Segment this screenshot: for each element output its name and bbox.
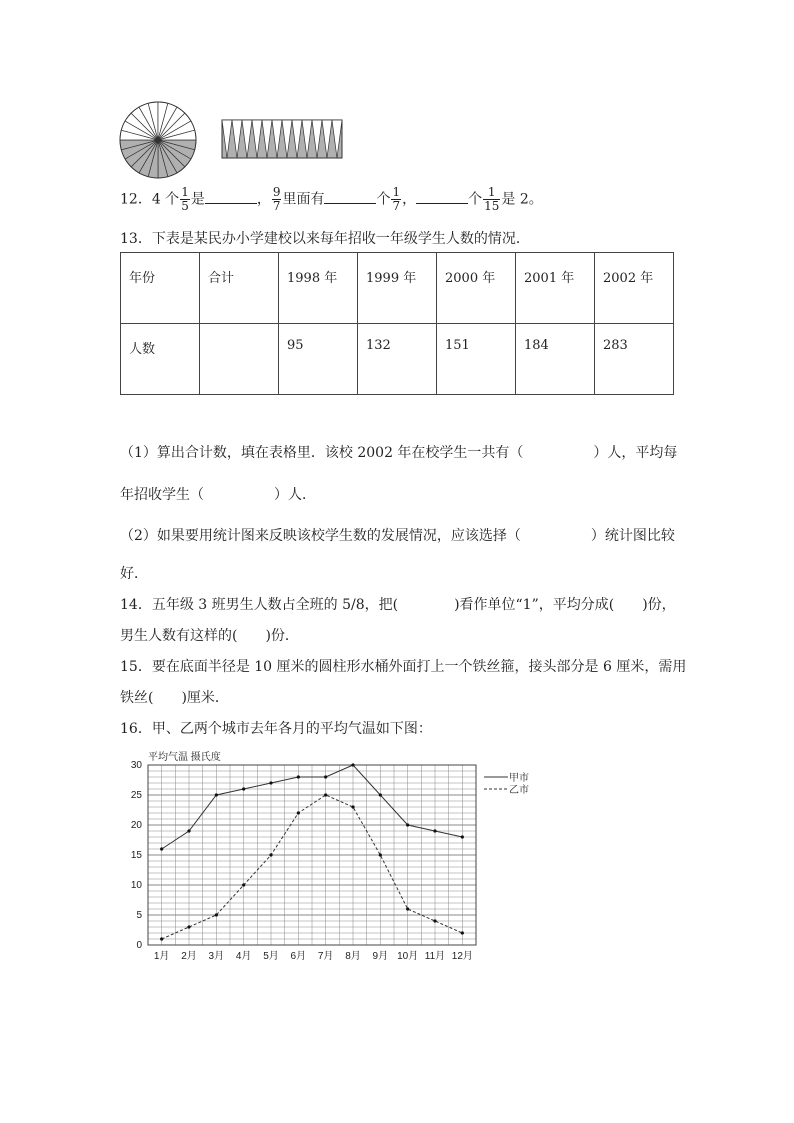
- y-tick-label: 0: [136, 940, 142, 951]
- data-point: [242, 883, 245, 886]
- question-number: 12．: [120, 191, 152, 208]
- x-tick-label: 7月: [317, 951, 334, 962]
- fraction: $\frac{1}{5}$: [181, 185, 189, 213]
- total-answer-cell[interactable]: [200, 324, 279, 395]
- data-point: [160, 847, 163, 850]
- data-point: [297, 811, 300, 814]
- data-point: [269, 853, 272, 856]
- x-tick-label: 3月: [208, 951, 225, 962]
- question-12: [120, 186, 543, 213]
- x-tick-label: 9月: [372, 951, 389, 962]
- y-tick-label: 10: [130, 880, 142, 891]
- table-cell: 2001 年: [516, 253, 595, 324]
- text: 个: [468, 191, 483, 208]
- data-point: [187, 829, 190, 832]
- y-tick-label: 30: [130, 760, 142, 771]
- x-tick-label: 6月: [290, 951, 307, 962]
- table-cell: 151: [437, 324, 516, 395]
- table-cell: 132: [358, 324, 437, 395]
- text: 4 个: [151, 191, 180, 208]
- text: ，: [256, 191, 271, 208]
- text: 个: [376, 191, 391, 208]
- enrollment-table: [120, 252, 674, 395]
- answer-blank[interactable]: [205, 191, 257, 204]
- data-point: [351, 763, 354, 766]
- y-tick-label: 15: [130, 850, 142, 861]
- x-tick-label: 1月: [153, 951, 170, 962]
- data-point: [351, 805, 354, 808]
- data-point: [406, 823, 409, 826]
- data-point: [215, 793, 218, 796]
- table-cell: 合计: [200, 253, 279, 324]
- data-point: [379, 853, 382, 856]
- question-15-line2: 铁丝( )厘米．: [120, 690, 229, 706]
- table-cell: 1998 年: [279, 253, 358, 324]
- legend-label: 甲市: [509, 773, 529, 784]
- fraction: $\frac{9}{7}$: [272, 185, 281, 213]
- question-15-line1: 15．要在底面半径是 10 厘米的圆柱形水桶外面打上一个铁丝箍，接头部分是 6 厘米，需用: [120, 659, 687, 675]
- table-row: [121, 324, 674, 395]
- y-tick-label: 25: [130, 790, 142, 801]
- table-cell: 2000 年: [437, 253, 516, 324]
- x-tick-label: 5月: [263, 951, 279, 962]
- table-cell: 95: [279, 324, 358, 395]
- table-cell: 1999 年: [358, 253, 437, 324]
- text: 里面有: [282, 191, 325, 208]
- data-point: [406, 907, 409, 910]
- y-tick-label: 20: [130, 820, 142, 831]
- data-point: [461, 931, 464, 934]
- y-axis-label: 平均气温 摄氏度: [148, 752, 221, 763]
- data-point: [269, 781, 272, 784]
- data-point: [433, 919, 436, 922]
- x-tick-label: 11月: [424, 951, 446, 962]
- table-row: [121, 253, 674, 324]
- data-point: [297, 775, 300, 778]
- data-point: [324, 775, 327, 778]
- divided-circle: [120, 102, 196, 178]
- question-13-part2-line2: 好．: [120, 566, 148, 582]
- table-cell: 人数: [121, 324, 200, 395]
- legend-label: 乙市: [509, 785, 529, 796]
- question-13-part2-line1: （2）如果要用统计图来反映该校学生数的发展情况，应该选择（ ）统计图比较: [120, 528, 675, 544]
- text: 是: [190, 191, 205, 208]
- data-point: [215, 913, 218, 916]
- triangle-strip: [222, 120, 342, 158]
- data-point: [160, 937, 163, 940]
- table-cell: 184: [516, 324, 595, 395]
- table-cell: 2002 年: [595, 253, 674, 324]
- x-tick-label: 12月: [451, 951, 473, 962]
- question-13-intro: 13．下表是某民办小学建校以来每年招收一年级学生人数的情况．: [120, 231, 530, 247]
- question-13-part1-line1: （1）算出合计数，填在表格里．该校 2002 年在校学生一共有（ ）人，平均每: [120, 445, 678, 461]
- data-point: [379, 793, 382, 796]
- y-tick-label: 5: [136, 910, 142, 921]
- data-point: [324, 793, 327, 796]
- fraction: $\frac{1}{7}$: [392, 185, 401, 213]
- x-tick-label: 10月: [397, 951, 419, 962]
- x-tick-label: 2月: [181, 951, 197, 962]
- data-point: [187, 925, 190, 928]
- text: 是 2。: [501, 191, 543, 208]
- x-tick-label: 4月: [235, 951, 252, 962]
- question-14-line1: 14．五年级 3 班男生人数占全班的 5/8，把( )看作单位“1”，平均分成( )份，: [120, 597, 676, 613]
- data-point: [433, 829, 436, 832]
- answer-blank[interactable]: [324, 191, 376, 204]
- text: ，: [402, 191, 417, 208]
- answer-blank[interactable]: [416, 191, 468, 204]
- data-point: [461, 835, 464, 838]
- table-cell: 283: [595, 324, 674, 395]
- table-cell: 年份: [121, 253, 200, 324]
- x-tick-label: 8月: [345, 951, 361, 962]
- question-14-line2: 男生人数有这样的( )份．: [120, 628, 299, 644]
- question-16-intro: 16．甲、乙两个城市去年各月的平均气温如下图：: [120, 721, 432, 737]
- data-point: [242, 787, 245, 790]
- temperature-line-chart: [100, 745, 560, 970]
- fraction-figures: [118, 100, 348, 190]
- fraction: $\frac{1}{15}$: [484, 185, 500, 213]
- question-13-part1-line2: 年招收学生（ ）人．: [120, 487, 316, 503]
